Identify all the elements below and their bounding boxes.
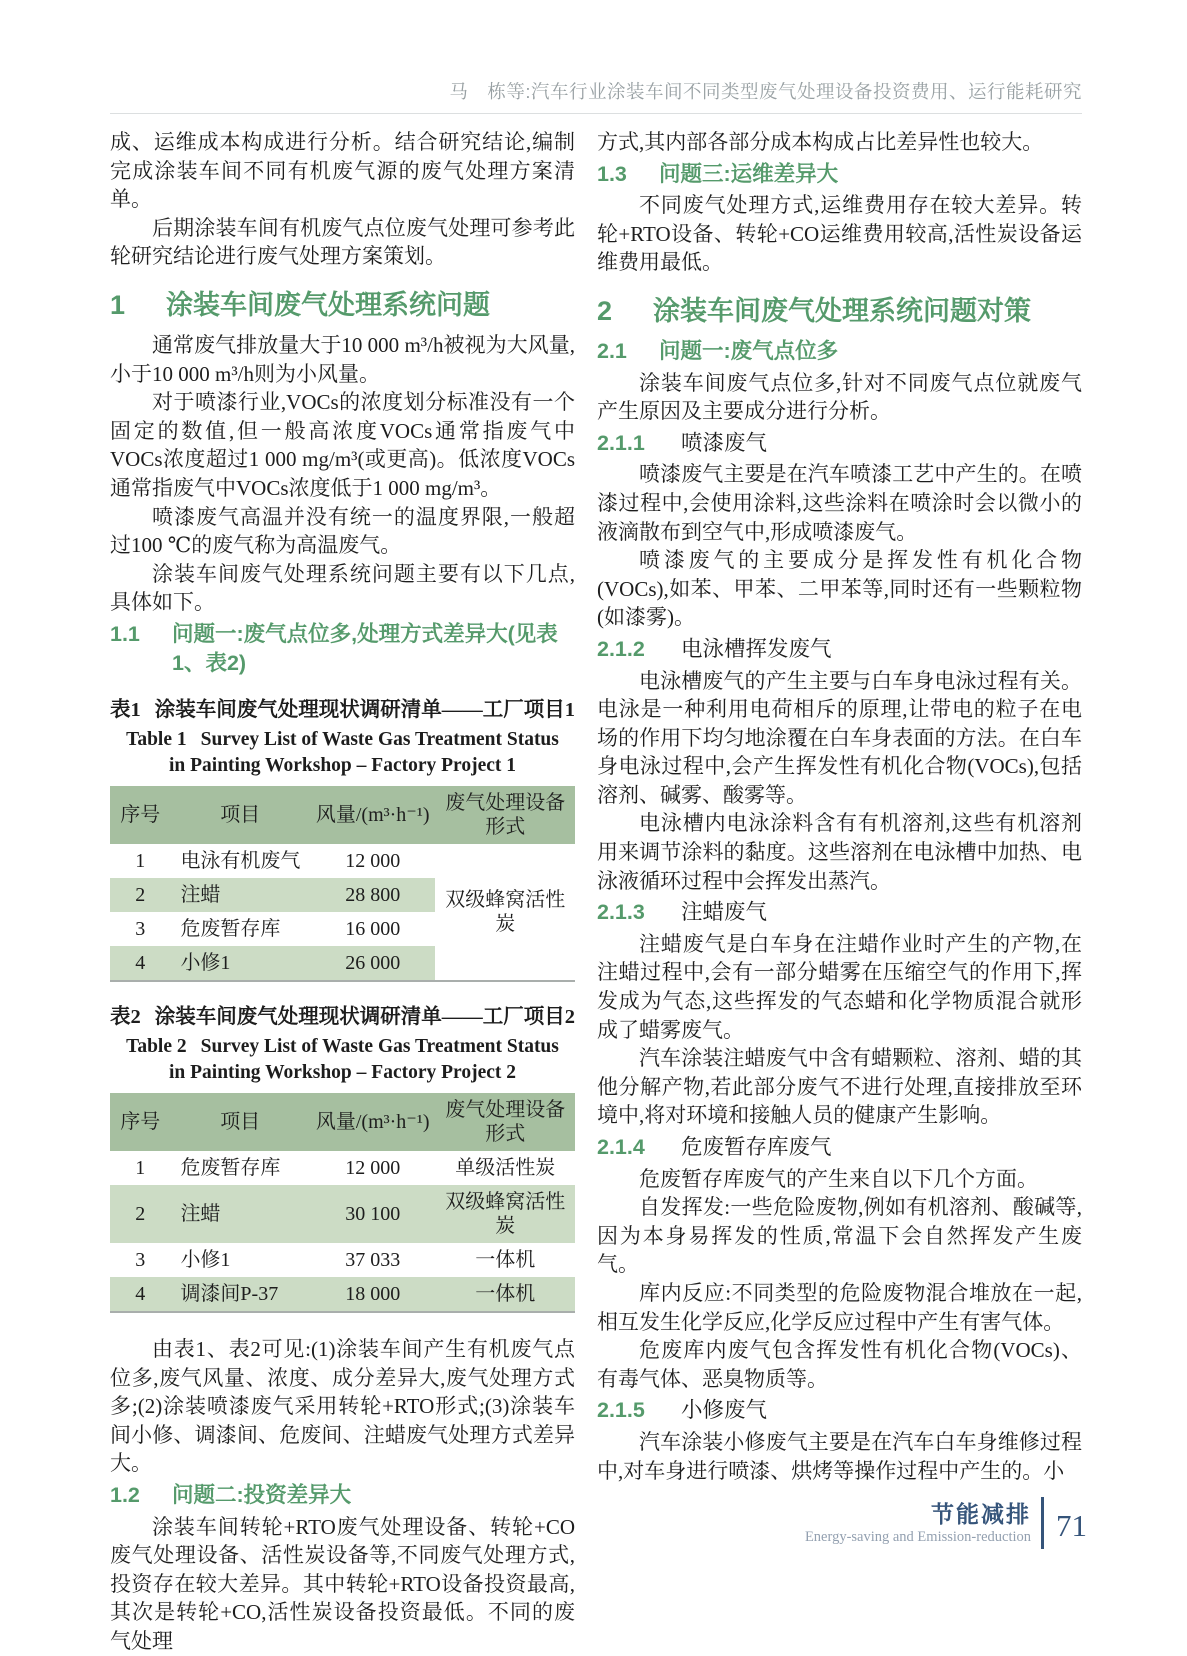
two-column-body <box>110 128 1082 1656</box>
table1 <box>110 786 575 982</box>
table-cell: 电泳有机废气 <box>180 850 301 873</box>
subsubsection-heading-2-1-4 <box>597 1133 1082 1162</box>
subsection-heading-1-2 <box>110 1481 575 1510</box>
table1-label-en: Table 1 <box>126 729 187 751</box>
subsubsection-heading-2-1-3 <box>597 898 1082 927</box>
running-head-text: 马 栋等:汽车行业涂装车间不同类型废气处理设备投资费用、运行能耗研究 <box>449 81 1082 102</box>
table-cell: 16 000 <box>345 918 401 941</box>
table2-body <box>110 1151 575 1312</box>
table2-label-cn: 表2 <box>110 1006 141 1029</box>
paragraph: 不同废气处理方式,运维费用存在较大差异。转轮+RTO设备、转轮+CO运维费用较高,活性炭设备运维费用最低。 <box>597 193 1082 275</box>
table-cell: 26 000 <box>310 946 436 981</box>
subsubsection-heading-2-1-1 <box>597 429 1082 458</box>
table1-body <box>110 844 575 981</box>
section-title: 电泳槽挥发废气 <box>681 636 832 661</box>
table-cell: 12 000 <box>345 850 401 873</box>
column-header: 风量/(m³·h⁻¹) <box>310 786 436 844</box>
table-cell: 危废暂存库 <box>180 918 281 941</box>
paragraph: 对于喷漆行业,VOCs的浓度划分标准没有一个固定的数值,但一般高浓度VOCs通常指废气中VOCs浓度超过1 000 mg/m³(或更高)。低浓度VOCs通常指废气中VOCs浓度低于1 000 mg/m³。 <box>110 390 575 500</box>
page-number: 71 <box>1056 1508 1087 1543</box>
table2-label-en: Table 2 <box>126 1036 187 1058</box>
table2-head <box>110 1093 575 1151</box>
section-title: 注蜡废气 <box>681 900 768 925</box>
table2-caption-en <box>110 1034 575 1086</box>
paragraph: 危废暂存库废气的产生来自以下几个方面。 <box>639 1166 1038 1191</box>
section-number: 1.3 <box>597 161 627 186</box>
table-cell: 12 000 <box>345 1157 401 1180</box>
table-cell: 调漆间P-37 <box>170 1277 310 1312</box>
table-cell: 危废暂存库 <box>180 1157 281 1180</box>
section-number: 2.1.4 <box>597 1135 645 1159</box>
subsection-heading-1-1 <box>110 620 575 677</box>
table-cell: 注蜡 <box>170 878 310 912</box>
table-cell: 3 <box>135 1249 146 1272</box>
journal-name-cn: 节能减排 <box>931 1500 1031 1527</box>
paragraph: 喷漆废气的主要成分是挥发性有机化合物(VOCs),如苯、甲苯、二甲苯等,同时还有一些颗粒物(如漆雾)。 <box>597 548 1082 630</box>
table1-caption-en <box>110 727 575 779</box>
column-header: 项目 <box>170 1093 310 1151</box>
table1-label-cn: 表1 <box>110 699 141 722</box>
table2-block <box>110 1004 575 1313</box>
section-number: 2.1 <box>597 338 627 363</box>
table-cell: 1 <box>135 1157 146 1180</box>
table-cell: 一体机 <box>435 1277 575 1312</box>
section-number: 1.1 <box>110 621 140 646</box>
paragraph: 后期涂装车间有机废气点位废气处理可参考此轮研究结论进行废气处理方案策划。 <box>110 215 575 269</box>
section-title: 喷漆废气 <box>681 430 768 455</box>
paragraph: 危废库内废气包含挥发性有机化合物(VOCs)、有毒气体、恶臭物质等。 <box>597 1338 1082 1391</box>
table-cell: 37 033 <box>345 1249 401 1272</box>
section-number: 2.1.2 <box>597 636 645 661</box>
section-number: 1 <box>110 289 126 320</box>
section-title: 问题一:废气点位多,处理方式差异大(见表1、表2) <box>172 621 558 675</box>
table-cell: 3 <box>135 918 146 941</box>
table-cell: 4 <box>110 946 170 981</box>
subsubsection-heading-2-1-2 <box>597 635 1082 664</box>
section-title: 小修废气 <box>681 1398 768 1423</box>
page-footer <box>805 1494 1087 1552</box>
paragraph: 成、运维成本构成进行分析。结合研究结论,编制完成涂装车间不同有机废气源的废气处理方案清单。 <box>110 130 575 212</box>
table-row <box>110 1185 575 1243</box>
paragraph: 通常废气排放量大于10 000 m³/h被视为大风量,小于10 000 m³/h则为小风量。 <box>110 332 575 386</box>
column-header: 废气处理设备形式 <box>435 786 575 844</box>
table-cell: 28 800 <box>310 878 436 912</box>
section-title: 问题二:投资差异大 <box>172 1483 352 1508</box>
table-cell: 单级活性炭 <box>455 1157 556 1180</box>
paragraph: 汽车涂装注蜡废气中含有蜡颗粒、溶剂、蜡的其他分解产物,若此部分废气不进行处理,直接排放至环境中,将对环境和接触人员的健康产生影响。 <box>597 1046 1082 1128</box>
section-number: 2 <box>597 295 613 326</box>
table-cell: 小修1 <box>180 1249 231 1272</box>
table-cell: 4 <box>110 1277 170 1312</box>
paragraph: 方式,其内部各部分成本构成占比差异性也较大。 <box>597 130 1044 154</box>
table-cell: 小修1 <box>170 946 310 981</box>
table-cell: 2 <box>110 1185 170 1243</box>
column-header: 风量/(m³·h⁻¹) <box>310 1093 436 1151</box>
section-number: 1.2 <box>110 1483 140 1508</box>
table-cell: 2 <box>110 878 170 912</box>
paragraph: 喷漆废气高温并没有统一的温度界限,一般超过100 ℃的废气称为高温废气。 <box>110 504 575 558</box>
table2-title-en: Survey List of Waste Gas Treatment Status in Painting Workshop – Factory Project 2 <box>168 1036 559 1084</box>
subsubsection-heading-2-1-5 <box>597 1396 1082 1425</box>
table-row <box>110 844 575 878</box>
paragraph: 电泳槽废气的产生主要与白车身电泳过程有关。电泳是一种利用电荷相斥的原理,让带电的粒子在电场的作用下均匀地涂覆在白车身表面的方法。在白车身电泳过程中,会产生挥发性有机化合物(VOCs),包括溶剂、碱雾、酸雾等。 <box>597 668 1082 807</box>
paragraph: 汽车涂装小修废气主要是在汽车白车身维修过程中,对车身进行喷漆、烘烤等操作过程中产生的。小 <box>597 1429 1082 1483</box>
column-header: 序号 <box>110 786 170 844</box>
right-column <box>597 128 1082 1656</box>
paragraph: 由表1、表2可见:(1)涂装车间产生有机废气点位多,废气风量、浓度、成分差异大,废气处理方式多;(2)涂装喷漆废气采用转轮+RTO形式;(3)涂装车间小修、调漆间、危废间、注蜡废气处理方式差异大。 <box>110 1337 575 1476</box>
section-heading-1 <box>110 288 575 322</box>
paragraph: 注蜡废气是白车身在注蜡作业时产生的产物,在注蜡过程中,会有一部分蜡雾在压缩空气的作用下,挥发成为气态,这些挥发的气态蜡和化学物质混合就形成了蜡雾废气。 <box>597 931 1082 1042</box>
subsection-heading-2-1 <box>597 337 1082 366</box>
section-number: 2.1.3 <box>597 900 645 925</box>
paragraph: 涂装车间废气点位多,针对不同废气点位就废气产生原因及主要成分进行分析。 <box>597 370 1082 424</box>
section-title: 问题三:运维差异大 <box>659 161 839 186</box>
table-row <box>110 1277 575 1312</box>
section-title: 问题一:废气点位多 <box>659 338 839 363</box>
paragraph: 涂装车间废气处理系统问题主要有以下几点,具体如下。 <box>110 561 575 615</box>
table-row <box>110 1151 575 1185</box>
section-number: 2.1.1 <box>597 430 645 455</box>
running-head <box>110 78 1082 114</box>
footer-divider-bar <box>1041 1497 1044 1549</box>
table-cell: 1 <box>135 850 146 873</box>
paragraph: 涂装车间转轮+RTO废气处理设备、转轮+CO废气处理设备、活性炭设备等,不同废气处理方式,投资存在较大差异。其中转轮+RTO设备投资最高,其次是转轮+CO,活性炭设备投资最低。不同的废气处理 <box>110 1514 575 1654</box>
table2-caption-cn <box>110 1004 575 1031</box>
section-heading-2 <box>597 294 1082 328</box>
table1-caption-cn <box>110 697 575 724</box>
table1-title-cn: 涂装车间废气处理现状调研清单——工厂项目1 <box>154 699 575 722</box>
paragraph: 电泳槽内电泳涂料含有有机溶剂,这些有机溶剂用来调节涂料的黏度。这些溶剂在电泳槽中加热、电泳液循环过程中会挥发出蒸汽。 <box>597 811 1082 893</box>
table-cell: 双级蜂窝活性炭 <box>435 1185 575 1243</box>
table2 <box>110 1093 575 1313</box>
subsection-heading-1-3 <box>597 160 1082 189</box>
journal-name-block <box>805 1501 1031 1546</box>
column-header: 项目 <box>170 786 310 844</box>
table-cell: 注蜡 <box>170 1185 310 1243</box>
section-title: 涂装车间废气处理系统问题对策 <box>653 295 1031 326</box>
column-header: 序号 <box>110 1093 170 1151</box>
table-cell: 18 000 <box>310 1277 436 1312</box>
table-header-row <box>110 786 575 844</box>
section-title: 涂装车间废气处理系统问题 <box>166 289 490 320</box>
table1-head <box>110 786 575 844</box>
table-cell-merged: 双级蜂窝活性炭 <box>435 844 575 981</box>
left-column <box>110 128 575 1656</box>
table-cell: 30 100 <box>310 1185 436 1243</box>
paragraph: 库内反应:不同类型的危险废物混合堆放在一起,相互发生化学反应,化学反应过程中产生有害气体。 <box>597 1280 1082 1334</box>
table2-title-cn: 涂装车间废气处理现状调研清单——工厂项目2 <box>154 1006 575 1029</box>
section-number: 2.1.5 <box>597 1398 645 1423</box>
paragraph: 喷漆废气主要是在汽车喷漆工艺中产生的。在喷漆过程中,会使用涂料,这些涂料在喷涂时会以微小的液滴散布到空气中,形成喷漆废气。 <box>597 462 1082 544</box>
table-header-row <box>110 1093 575 1151</box>
column-header: 废气处理设备形式 <box>435 1093 575 1151</box>
section-title: 危废暂存库废气 <box>681 1135 832 1159</box>
journal-name-en: Energy-saving and Emission-reduction <box>804 1528 1031 1545</box>
table-cell: 一体机 <box>475 1249 536 1272</box>
table1-block <box>110 697 575 982</box>
table-row <box>110 1243 575 1277</box>
table1-title-en: Survey List of Waste Gas Treatment Status in Painting Workshop – Factory Project 1 <box>168 729 559 777</box>
paragraph: 自发挥发:一些危险废物,例如有机溶剂、酸碱等,因为本身易挥发的性质,常温下会自然挥发产生废气。 <box>597 1195 1082 1277</box>
